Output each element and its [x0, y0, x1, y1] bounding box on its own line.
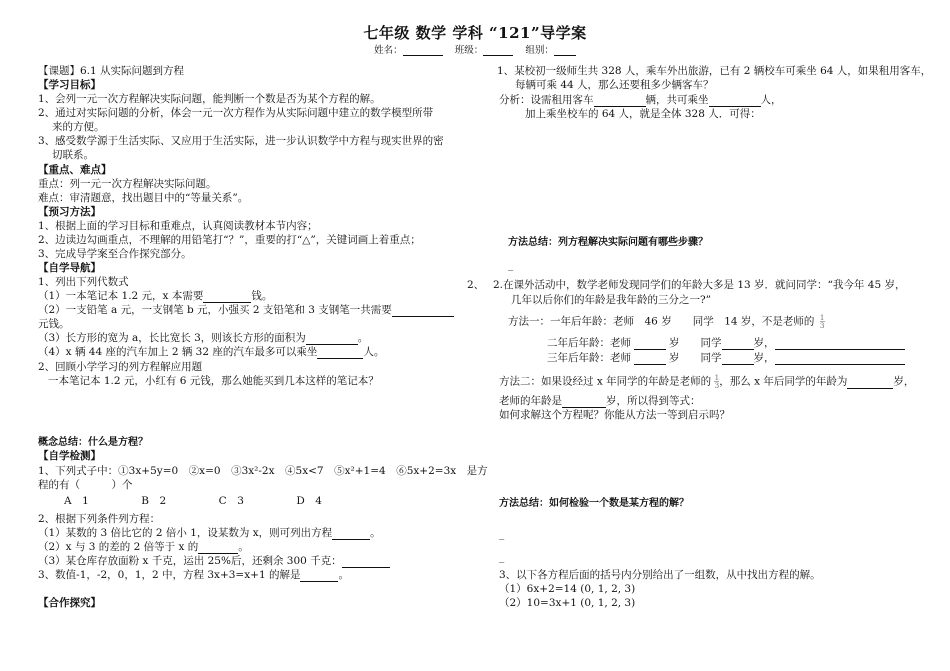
text-segment: 岁，所以得到等式： — [606, 395, 701, 407]
text-segment: （2）x 与 3 的差的 2 倍等于 x 的 — [38, 541, 199, 553]
answer-blank[interactable] — [198, 542, 238, 554]
answer-blank[interactable] — [562, 396, 606, 408]
problem-3-1: （1）6x+2=14 (0, 1, 2, 3) — [499, 583, 636, 595]
text-segment: 岁 同学 — [669, 352, 722, 364]
goal-1: 1、会列一元一次方程解决实际问题，能判断一个数是否为某个方程的解。 — [38, 93, 381, 105]
method-summary-1: 方法总结：列方程解决实际问题有哪些步骤？ — [508, 237, 708, 248]
nav-heading: 【自学导航】 — [38, 262, 101, 274]
student-info-line — [0, 42, 950, 56]
problem-3-2: （2）10=3x+1 (0, 1, 2, 3) — [499, 597, 636, 609]
answer-blank[interactable] — [775, 338, 905, 350]
problem-1-analysis-cont: 加上乘坐校车的 64 人，就是全体 328 人．可得： — [525, 108, 761, 120]
check-heading: 【自学检测】 — [38, 450, 101, 462]
problem-1: 1、某校初一级师生共 328 人，乘车外出旅游，已有 2 辆校车可乘坐 64 人，如果租用客车， — [497, 65, 932, 77]
text-segment: 1 — [819, 313, 825, 322]
text-segment: 分析：设需租用客车 — [499, 94, 594, 106]
coop-heading: 【合作探究】 — [38, 597, 101, 609]
nav-item-2-question: 一本笔记本 1.2 元，小红有 6 元钱，那么她能买到几本这样的笔记本？ — [48, 375, 379, 387]
difficult-point: 难点：审清题意，找出题目中的“等量关系”。 — [38, 192, 249, 204]
nav-item-1-1 — [38, 290, 272, 303]
nav-item-1-3 — [38, 332, 368, 345]
nav-item-1-4 — [38, 346, 384, 359]
text-segment: 岁 同学 — [669, 337, 722, 349]
key-heading: 【重点、难点】 — [38, 164, 112, 176]
answer-blank[interactable] — [634, 338, 666, 350]
text-segment: 岁， — [893, 375, 915, 388]
text-segment: 钱。 — [251, 290, 273, 302]
method-summary-2: 方法总结：如何检验一个数是某方程的解？ — [499, 498, 689, 509]
way-2 — [499, 374, 914, 389]
method-1: 1、根据上面的学习目标和重难点，认真阅读教材本节内容； — [38, 220, 318, 232]
nav-item-1: 1、列出下列代数式 — [38, 276, 129, 288]
text-segment: 【课题】6.1 从实际问题到方程 — [38, 65, 185, 77]
text-segment: ，那么 x 年后同学的年龄为 — [719, 375, 848, 388]
problem-2-number: 2、 — [467, 279, 485, 291]
answer-blank[interactable] — [300, 570, 338, 582]
method-3: 3、完成导学案至合作探究部分。 — [38, 248, 192, 260]
text-segment: 岁， — [753, 352, 775, 364]
text-segment: 三年后年龄：老师 — [547, 352, 631, 364]
goal-3-cont: 切联系。 — [52, 149, 94, 161]
way-1-year-2 — [547, 337, 905, 350]
problem-2: 2.在课外活动中，数学老师发现同学们的年龄大多是 13 岁．就问同学：“我今年 45 岁， — [493, 279, 906, 291]
check-item-3 — [38, 569, 349, 582]
text-segment: 二年后年龄：老师 — [547, 337, 631, 349]
text-segment: 辆，共可乘坐 — [645, 94, 709, 106]
problem-1-analysis — [499, 94, 782, 107]
nav-item-1-2-cont: 元钱。 — [38, 318, 70, 330]
group-label: 组别： — [525, 45, 554, 56]
group-blank[interactable] — [554, 45, 576, 56]
way-1 — [508, 314, 825, 329]
text-segment: （3）某仓库存放面粉 x 千克，运出 25%后，还剩余 300 千克： — [38, 555, 342, 567]
class-label: 班级： — [454, 45, 484, 56]
way-2-teacher — [499, 395, 701, 408]
concept-summary: 概念总结：什么是方程？ — [38, 437, 148, 448]
topic-heading — [38, 65, 184, 78]
answer-blank[interactable] — [722, 353, 754, 365]
goals-heading: 【学习目标】 — [38, 79, 101, 91]
text-segment: 人， — [760, 94, 782, 106]
text-segment: 。 — [357, 332, 369, 344]
method-2: 2、边读边勾画重点，不理解的用铅笔打“？”，重要的打“△”，关键词画上着重点； — [38, 234, 421, 246]
answer-blank[interactable] — [847, 377, 893, 389]
text-segment: （2）一支铅笔 a 元，一支钢笔 b 元，小强买 2 支铅笔和 3 支钢笔一共需要 — [38, 304, 392, 316]
way-2-question: 如何求解这个方程呢？你能从方法一等到启示吗？ — [499, 409, 730, 421]
answer-dash-2: _ — [499, 528, 505, 540]
problem-3: 3、以下各方程后面的括号内分别给出了一组数，从中找出方程的解。 — [499, 569, 821, 581]
text-segment: 老师的年龄是 — [499, 395, 562, 407]
check-item-2-2 — [38, 541, 249, 554]
check-item-2-1 — [38, 527, 381, 540]
answer-blank[interactable] — [342, 556, 390, 568]
key-point: 重点：列一元一次方程解决实际问题。 — [38, 178, 217, 190]
check-item-1: 1、下列式子中：①3x+5y=0 ②x=0 ③3x²-2x ④5x<7 ⑤x²+1=4 ⑥5x+2=3x 是方 — [38, 465, 488, 477]
problem-2-cont: 几年以后你们的年龄是我年龄的三分之一?” — [511, 294, 711, 306]
answer-blank[interactable] — [775, 353, 905, 365]
check-item-1-options: A 1 B 2 C 3 D 4 — [64, 495, 322, 507]
answer-blank[interactable] — [594, 95, 646, 107]
goal-2: 2、通过对实际问题的分析，体会一元一次方程作为从实际问题中建立的数学模型所带 — [38, 107, 434, 119]
name-blank[interactable] — [403, 45, 443, 56]
text-segment: （4）x 辆 44 座的汽车加上 2 辆 32 座的汽车最多可以乘坐 — [38, 346, 318, 358]
text-segment: （1）一本笔记本 1.2 元，x 本需要 — [38, 290, 204, 302]
answer-blank[interactable] — [709, 95, 761, 107]
answer-dash-3: _ — [499, 551, 505, 563]
answer-blank[interactable] — [634, 353, 666, 365]
way-1-year-3 — [547, 352, 905, 365]
text-segment: （3）长方形的宽为 a，长比宽长 3，则该长方形的面积为 — [38, 332, 306, 344]
answer-blank[interactable] — [392, 305, 454, 317]
answer-blank[interactable] — [332, 528, 370, 540]
fraction-one-third — [820, 314, 825, 329]
problem-1-cont: 每辆可乘 44 人，那么还要租多少辆客车？ — [515, 79, 714, 91]
text-segment: 。 — [238, 541, 249, 553]
nav-item-2: 2、回顾小学学习的列方程解应用题 — [38, 361, 203, 373]
answer-blank[interactable] — [203, 291, 251, 303]
text-segment: 。 — [370, 527, 381, 539]
text-segment: 方法一：一年后年龄：老师 46 岁 同学 14 岁，不是老师的 — [508, 315, 815, 328]
answer-blank[interactable] — [317, 347, 363, 359]
class-blank[interactable] — [483, 45, 513, 56]
goal-2-cont: 来的方便。 — [52, 121, 105, 133]
answer-blank[interactable] — [306, 333, 358, 345]
text-segment: 3 — [714, 381, 720, 390]
text-segment: 。 — [338, 569, 349, 581]
name-label: 姓名： — [374, 45, 403, 56]
method-heading: 【预习方法】 — [38, 206, 101, 218]
text-segment: （1）某数的 3 倍比它的 2 倍小 1，设某数为 x，则可列出方程 — [38, 527, 333, 539]
text-segment: 人。 — [363, 346, 385, 358]
check-item-1-cont: 程的有（ ）个 — [38, 479, 133, 491]
answer-blank[interactable] — [722, 338, 754, 350]
goal-3: 3、感受数学源于生活实际、又应用于生活实际，进一步认识数学中方程与现实世界的密 — [38, 135, 444, 147]
text-segment: 3、数值-1，-2，0，1，2 中，方程 3x+3=x+1 的解是 — [38, 569, 301, 581]
page-title: 七年级 数学 学科 “121”导学案 — [363, 24, 587, 42]
answer-dash-1: _ — [508, 259, 514, 271]
text-segment: 岁， — [753, 337, 775, 349]
check-item-2: 2、根据下列条件列方程： — [38, 513, 161, 525]
check-item-2-3 — [38, 555, 390, 568]
text-segment: 方法二：如果设经过 x 年同学的年龄是老师的 — [499, 375, 712, 388]
nav-item-1-2 — [38, 304, 454, 317]
text-segment: 1 — [714, 373, 720, 382]
text-segment: 3 — [819, 321, 825, 330]
